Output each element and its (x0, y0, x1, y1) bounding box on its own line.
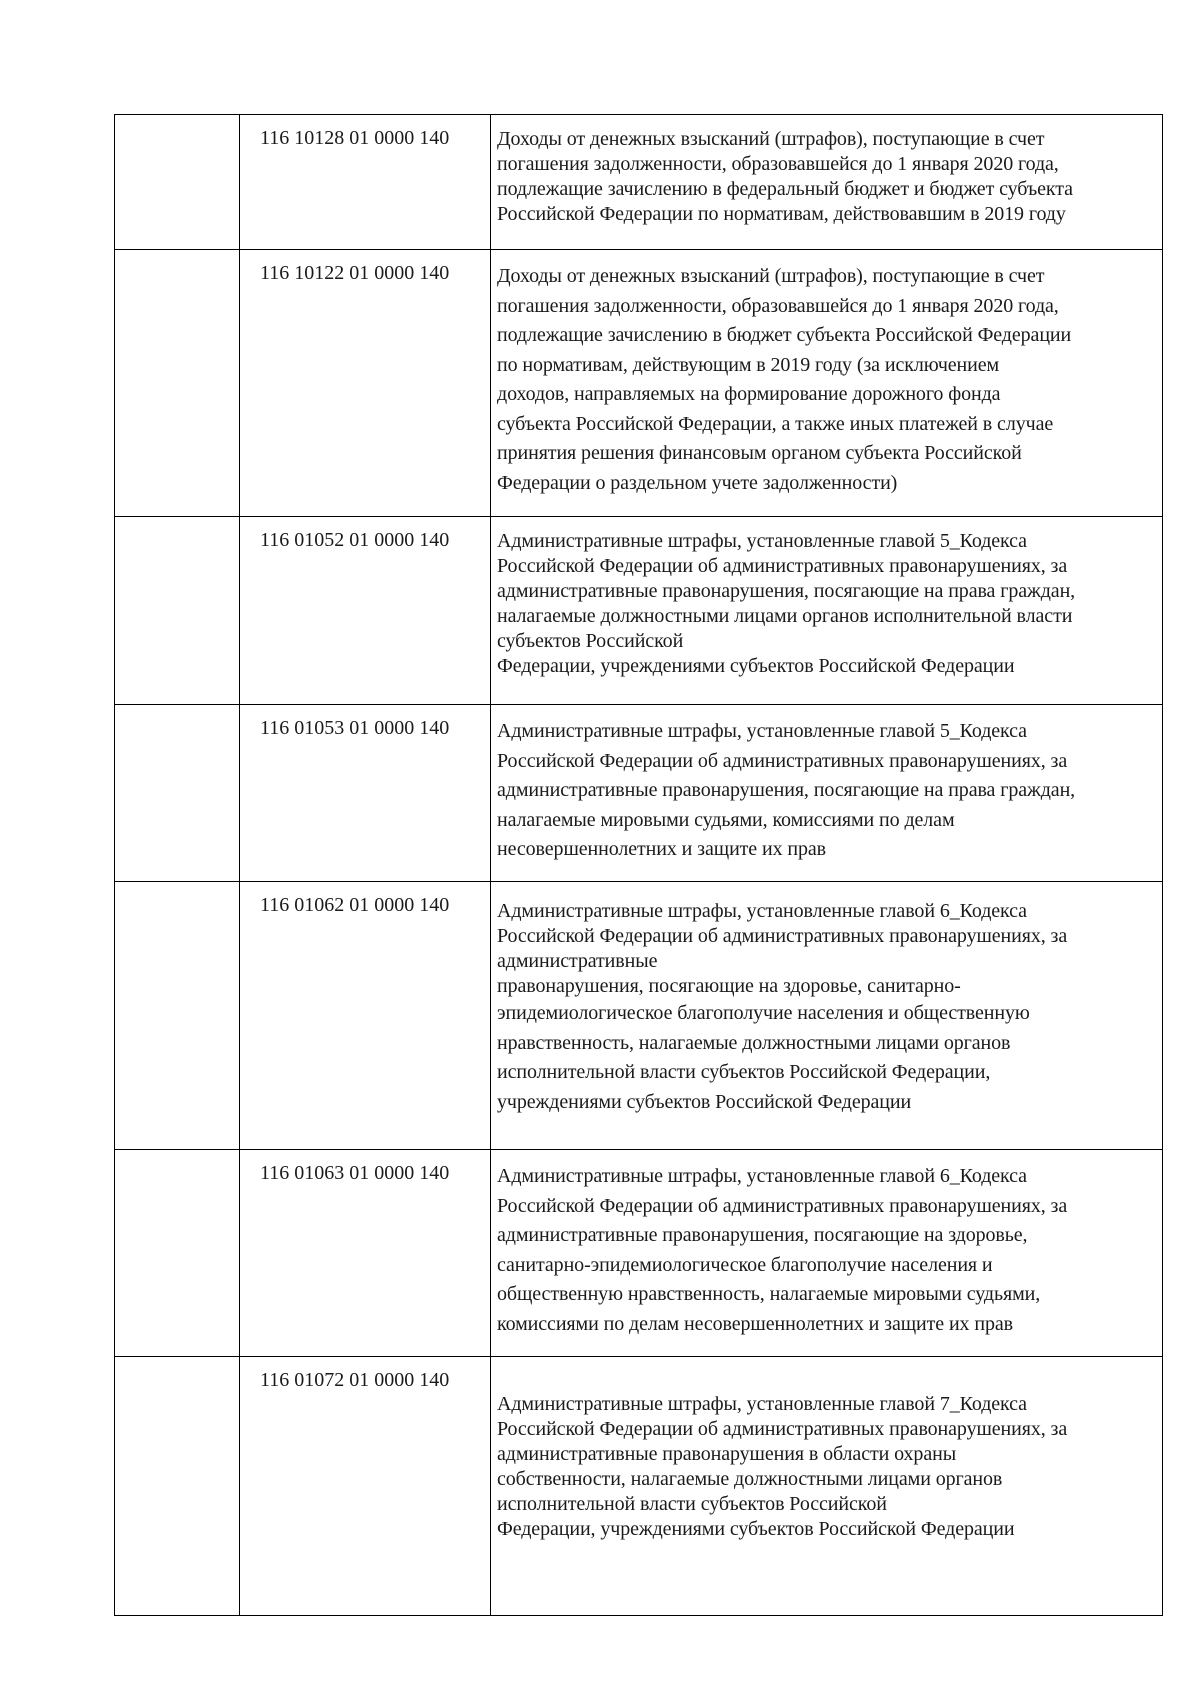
empty-cell (115, 705, 240, 882)
description-cell (491, 1150, 1163, 1357)
budget-code-table (114, 114, 1163, 1616)
description-cell (491, 250, 1163, 517)
description-line: Административные штрафы, установленные главой 6_Кодекса (497, 900, 1027, 922)
description-cell (491, 1357, 1163, 1616)
table-row (115, 115, 1163, 250)
description-line: Российской Федерации об административных правонарушениях, за (497, 555, 1068, 577)
table-row (115, 1357, 1163, 1616)
description-line: Доходы от денежных взысканий (штрафов), поступающие в счет (497, 128, 1045, 150)
description-line: Российской Федерации об административных правонарушениях, за (497, 1194, 1068, 1217)
budget-code-cell: 116 01063 01 0000 140 (240, 1150, 491, 1357)
description-cell (491, 517, 1163, 705)
description-line: административные (497, 950, 658, 972)
budget-code-cell: 116 01072 01 0000 140 (240, 1357, 491, 1616)
description-line: погашения задолженности, образовавшейся до 1 января 2020 года, (497, 294, 1059, 317)
budget-code-cell: 116 01062 01 0000 140 (240, 882, 491, 1150)
description-line: налагаемые мировыми судьями, комиссиями по делам (497, 808, 955, 831)
description-line: Федерации, учреждениями субъектов Российской Федерации (497, 1518, 1015, 1540)
description-line: учреждениями субъектов Российской Федерации (497, 1090, 912, 1113)
empty-cell (115, 882, 240, 1150)
description-line: доходов, направляемых на формирование дорожного фонда (497, 383, 1001, 405)
description-line: принятия решения финансовым органом субъекта Российской (497, 442, 1022, 464)
budget-code-cell: 116 01052 01 0000 140 (240, 517, 491, 705)
empty-cell (115, 250, 240, 517)
description-line: субъектов Российской (497, 630, 684, 652)
description-line: административные правонарушения, посягающие на права граждан, (497, 580, 1076, 602)
description-line: Российской Федерации об административных правонарушениях, за (497, 1418, 1068, 1440)
description-line: административные правонарушения в области охраны (497, 1443, 957, 1465)
description-line: субъекта Российской Федерации, а также иных платежей в случае (497, 412, 1054, 435)
description-cell (491, 115, 1163, 250)
budget-code-cell: 116 01053 01 0000 140 (240, 705, 491, 882)
description-line: нравственность, налагаемые должностными лицами органов (497, 1031, 1011, 1054)
table-row (115, 882, 1163, 1150)
description-line: Административные штрафы, установленные главой 5_Кодекса (497, 530, 1027, 552)
description-cell (491, 882, 1163, 1150)
budget-code-cell: 116 10122 01 0000 140 (240, 250, 491, 517)
empty-cell (115, 115, 240, 250)
description-line: собственности, налагаемые должностными лицами органов (497, 1468, 1003, 1490)
description-line: административные правонарушения, посягающие на здоровье, (497, 1224, 1028, 1246)
description-line: исполнительной власти субъектов Российской Федерации, (497, 1061, 991, 1083)
description-line: Административные штрафы, установленные главой 5_Кодекса (497, 720, 1027, 742)
description-line: по нормативам, действующим в 2019 году (за исключением (497, 353, 1000, 376)
description-line: Административные штрафы, установленные главой 7_Кодекса (497, 1393, 1027, 1415)
description-line: Административные штрафы, установленные главой 6_Кодекса (497, 1165, 1027, 1187)
table-row (115, 1150, 1163, 1357)
description-line: Федерации о раздельном учете задолженности) (497, 471, 898, 494)
empty-cell (115, 517, 240, 705)
description-line: налагаемые должностными лицами органов исполнительной власти (497, 605, 1073, 627)
description-line: Федерации, учреждениями субъектов Российской Федерации (497, 655, 1015, 677)
description-line: эпидемиологическое благополучие населения и общественную (497, 1002, 1030, 1024)
empty-cell (115, 1357, 240, 1616)
description-line: санитарно-эпидемиологическое благополучие населения и (497, 1253, 993, 1276)
description-line: несовершеннолетних и защите их прав (497, 838, 827, 860)
table-row (115, 517, 1163, 705)
table-row (115, 705, 1163, 882)
budget-code-cell: 116 10128 01 0000 140 (240, 115, 491, 250)
description-line: Российской Федерации об административных правонарушениях, за (497, 749, 1068, 772)
description-line: Российской Федерации об административных правонарушениях, за (497, 925, 1068, 947)
description-line: подлежащие зачислению в бюджет субъекта Российской Федерации (497, 324, 1072, 346)
description-line: исполнительной власти субъектов Российской (497, 1493, 887, 1515)
empty-cell (115, 1150, 240, 1357)
description-line: административные правонарушения, посягающие на права граждан, (497, 779, 1076, 801)
description-cell (491, 705, 1163, 882)
table-row (115, 250, 1163, 517)
description-line: общественную нравственность, налагаемые мировыми судьями, (497, 1283, 1041, 1305)
description-line: Доходы от денежных взысканий (штрафов), поступающие в счет (497, 265, 1045, 287)
description-line: погашения задолженности, образовавшейся до 1 января 2020 года, (497, 153, 1059, 175)
description-line: правонарушения, посягающие на здоровье, санитарно- (497, 975, 961, 997)
description-line: Российской Федерации по нормативам, действовавшим в 2019 году (497, 203, 1066, 225)
description-line: комиссиями по делам несовершеннолетних и защите их прав (497, 1312, 1013, 1335)
description-line: подлежащие зачислению в федеральный бюджет и бюджет субъекта (497, 178, 1073, 200)
